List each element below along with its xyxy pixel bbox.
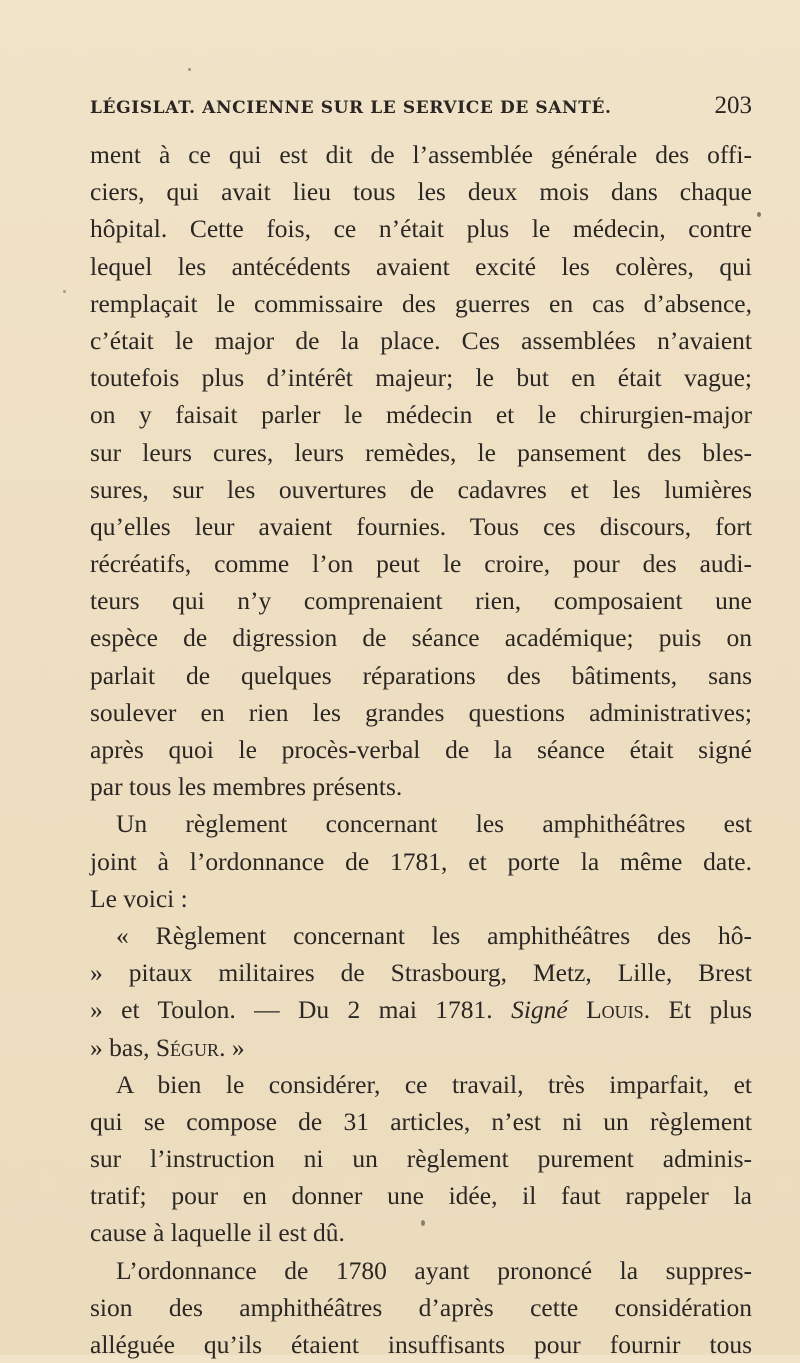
text-line: Le voici : (90, 883, 188, 913)
text-line: qui se compose de 31 articles, n’est ni un règlement (90, 1106, 752, 1136)
text-line: Un règlement concernant les amphithéâtres est (116, 809, 752, 839)
quote-line: » bas, Ségur. » (90, 1032, 245, 1062)
signed-label: Signé (511, 995, 568, 1025)
text-line: on y faisait parler le médecin et le chirurgien-major (90, 400, 752, 430)
text-line: remplaçait le commissaire des guerres en cas d’absence, (90, 288, 752, 318)
body-text (90, 136, 752, 1363)
text-line: sur l’instruction ni un règlement purement adminis- (90, 1144, 752, 1174)
paper-speck (63, 290, 66, 293)
quote-line: » et Toulon. — Du 2 mai 1781. Signé Louis. Et plus (90, 995, 753, 1025)
paper-speck (757, 212, 761, 217)
text-line: lequel les antécédents avaient excité les colères, qui (90, 251, 752, 281)
text-line: par tous les membres présents. (90, 772, 403, 802)
text-line: toutefois plus d’intérêt majeur; le but en était vague; (90, 363, 752, 393)
signatory-segur: Ségur (155, 1032, 220, 1062)
text-line: parlait de quelques réparations des bâtiments, sans (90, 660, 752, 690)
text-line: récréatifs, comme l’on peut le croire, pour des audi- (90, 549, 752, 579)
page-number: 203 (714, 92, 752, 119)
text-line: après quoi le procès-verbal de la séance était signé (90, 735, 752, 764)
text-line: sures, sur les ouvertures de cadavres et les lumières (90, 474, 752, 504)
text-line: alléguée qu’ils étaient insuffisants pour fournir tous (90, 1330, 752, 1359)
running-head (90, 92, 752, 124)
quote-date: » et Toulon. — Du 2 mai 1781. (90, 995, 493, 1025)
text-line: tratif; pour en donner une idée, il faut rappeler la (90, 1181, 752, 1211)
text-line: ciers, qui avait lieu tous les deux mois dans chaque (90, 177, 752, 207)
text-line: joint à l’ordonnance de 1781, et porte la même date. (90, 846, 752, 876)
text-line: hôpital. Cette fois, ce n’était plus le médecin, contre (90, 214, 752, 244)
text-line: sion des amphithéâtres d’après cette considération (90, 1292, 752, 1322)
text-line: teurs qui n’y comprenaient rien, composaient une (90, 586, 752, 616)
text-line: sur leurs cures, leurs remèdes, le pansement des bles- (90, 437, 752, 467)
quote-line: « Règlement concernant les amphithéâtres des hô- (116, 920, 752, 950)
text-line: soulever en rien les grandes questions administratives; (90, 697, 752, 727)
text-line: A bien le considérer, ce travail, très imparfait, et (116, 1069, 752, 1099)
running-title: LÉGISLAT. ANCIENNE SUR LE SERVICE DE SANTÉ. (90, 98, 612, 118)
text-line: cause à laquelle il est dû. (90, 1218, 345, 1248)
text-line: espèce de digression de séance académique; puis on (90, 623, 752, 653)
paper-speck (188, 68, 191, 71)
and-below: Et plus (668, 995, 753, 1025)
lower-label: » bas, (90, 1032, 150, 1062)
text-line: L’ordonnance de 1780 ayant prononcé la suppres- (116, 1255, 752, 1285)
quote-line: » pitaux militaires de Strasbourg, Metz, Lille, Brest (90, 958, 752, 988)
text-line: ment à ce qui est dit de l’assemblée générale des offi- (90, 140, 752, 169)
closing-guillemet: » (231, 1032, 245, 1062)
signatory-louis: Louis (586, 995, 644, 1025)
text-line: qu’elles leur avaient fournies. Tous ces discours, fort (90, 511, 752, 541)
paper-speck (421, 1220, 425, 1226)
text-line: c’était le major de la place. Ces assemblées n’avaient (90, 325, 752, 355)
